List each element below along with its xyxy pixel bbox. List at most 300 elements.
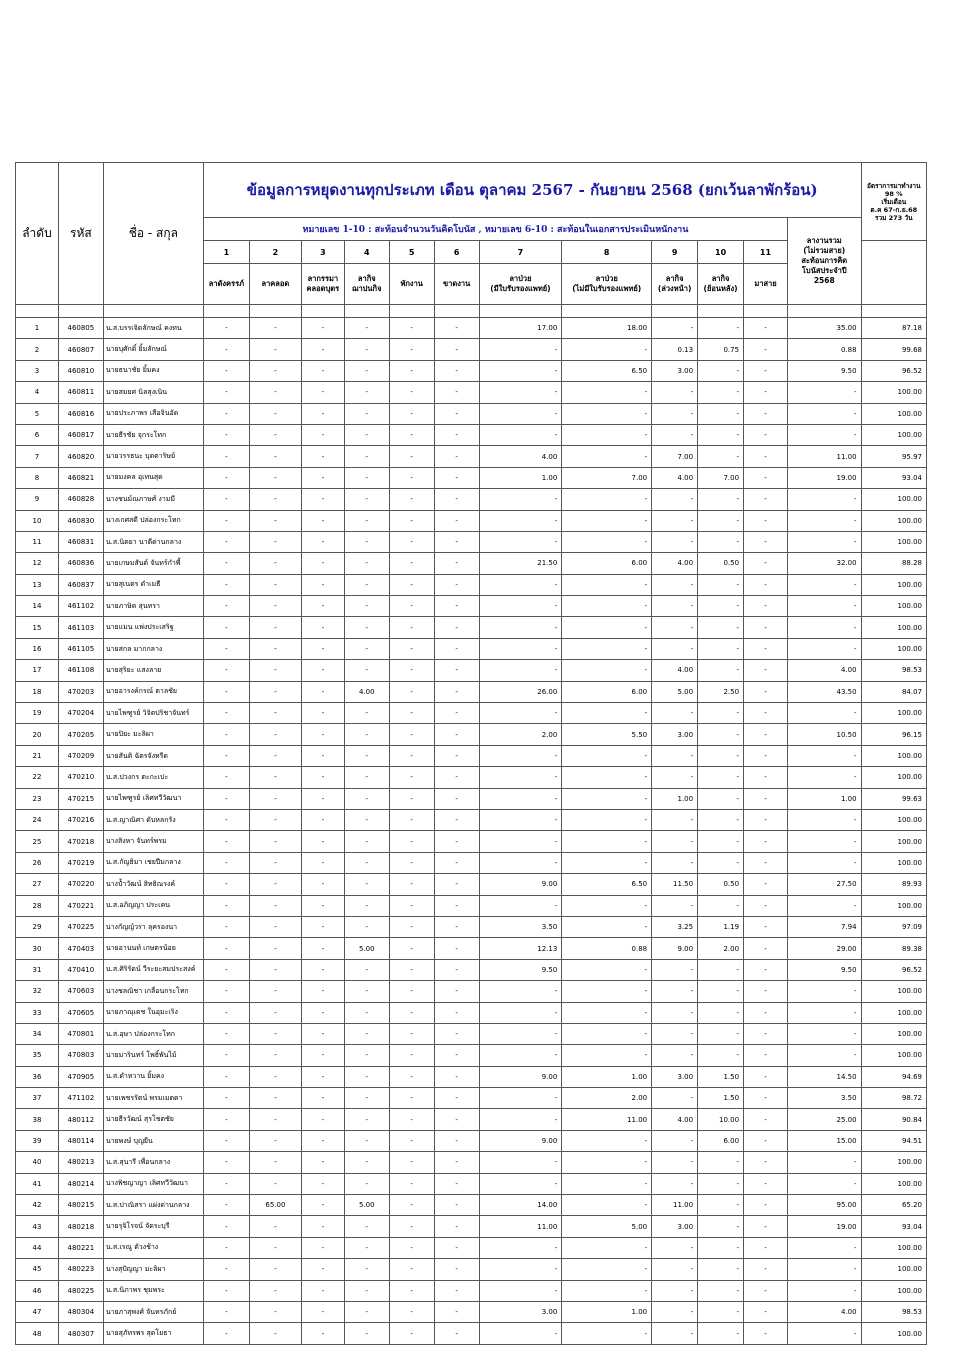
row-col-4: - <box>344 1066 389 1087</box>
table-row <box>16 403 927 424</box>
row-col-2: 65.00 <box>249 1195 301 1216</box>
row-col-2: - <box>249 531 301 552</box>
row-col-8: - <box>562 809 652 830</box>
row-col-3: - <box>301 596 344 617</box>
row-col-9: 4.00 <box>652 553 698 574</box>
row-col-2: - <box>249 318 301 339</box>
row-col-1: - <box>203 831 249 852</box>
row-col-1: - <box>203 660 249 681</box>
row-col-8: - <box>562 531 652 552</box>
row-col-8: - <box>562 617 652 638</box>
row-total: - <box>787 767 861 788</box>
row-col-2: - <box>249 1301 301 1322</box>
row-code: 470225 <box>58 916 103 937</box>
row-col-9: - <box>652 745 698 766</box>
row-pct: 98.53 <box>861 1301 926 1322</box>
row-col-9: - <box>652 318 698 339</box>
table-row <box>16 1323 927 1344</box>
row-no: 22 <box>16 767 59 788</box>
row-total: 4.00 <box>787 660 861 681</box>
row-col-6: - <box>434 724 479 745</box>
row-code: 480225 <box>58 1280 103 1301</box>
row-col-5: - <box>389 1237 434 1258</box>
row-code: 460817 <box>58 424 103 445</box>
row-col-1: - <box>203 874 249 895</box>
header-code: รหัส <box>58 163 103 305</box>
row-col-4: - <box>344 895 389 916</box>
row-no: 2 <box>16 339 59 360</box>
row-col-8: - <box>562 1002 652 1023</box>
row-no: 18 <box>16 681 59 702</box>
row-name: น.ส.ปวงกร ตะกะเปะ <box>103 767 203 788</box>
row-name: น.ส.นิภาพร ชุมพระ <box>103 1280 203 1301</box>
spacer-cell <box>389 305 434 318</box>
row-col-3: - <box>301 424 344 445</box>
table-row <box>16 1301 927 1322</box>
row-col-10: - <box>698 959 744 980</box>
row-pct: 100.00 <box>861 767 926 788</box>
row-name: นายธีรชัย จุกระโทก <box>103 424 203 445</box>
row-col-11: - <box>744 1109 788 1130</box>
row-total: - <box>787 895 861 916</box>
row-name: น.ส.เรณู ตัวงช้าง <box>103 1237 203 1258</box>
row-col-1: - <box>203 1045 249 1066</box>
row-col-10: - <box>698 360 744 381</box>
table-row <box>16 916 927 937</box>
row-col-6: - <box>434 660 479 681</box>
table-row <box>16 938 927 959</box>
table-row <box>16 874 927 895</box>
row-col-11: - <box>744 467 788 488</box>
row-name: น.ส.ศิริรัตน์ วีระยะสมประสงค์ <box>103 959 203 980</box>
row-total: - <box>787 382 861 403</box>
row-col-11: - <box>744 809 788 830</box>
row-col-2: - <box>249 467 301 488</box>
row-col-7: - <box>479 638 562 659</box>
row-col-5: - <box>389 403 434 424</box>
row-col-4: - <box>344 809 389 830</box>
row-col-9: - <box>652 767 698 788</box>
row-col-7: 9.00 <box>479 874 562 895</box>
col-number-6: 6 <box>434 241 479 264</box>
row-code: 470204 <box>58 703 103 724</box>
row-col-1: - <box>203 1323 249 1344</box>
row-col-7: - <box>479 895 562 916</box>
row-col-4: - <box>344 403 389 424</box>
header-spacer-row <box>16 305 927 318</box>
row-no: 39 <box>16 1130 59 1151</box>
row-no: 4 <box>16 382 59 403</box>
row-col-4: - <box>344 1323 389 1344</box>
row-name: นายอารงค์กรณ์ ตาลชัย <box>103 681 203 702</box>
row-col-1: - <box>203 510 249 531</box>
row-col-9: 7.00 <box>652 446 698 467</box>
row-col-5: - <box>389 531 434 552</box>
row-col-3: - <box>301 1002 344 1023</box>
row-col-3: - <box>301 1216 344 1237</box>
row-col-3: - <box>301 467 344 488</box>
row-col-6: - <box>434 895 479 916</box>
row-pct: 100.00 <box>861 638 926 659</box>
row-col-1: - <box>203 382 249 403</box>
row-col-4: - <box>344 1088 389 1109</box>
row-col-11: - <box>744 446 788 467</box>
row-col-3: - <box>301 446 344 467</box>
row-pct: 96.52 <box>861 360 926 381</box>
row-col-7: - <box>479 660 562 681</box>
row-col-1: - <box>203 788 249 809</box>
row-col-6: - <box>434 489 479 510</box>
row-col-6: - <box>434 382 479 403</box>
row-total: 1.00 <box>787 788 861 809</box>
row-col-2: - <box>249 788 301 809</box>
row-col-9: - <box>652 1280 698 1301</box>
row-col-8: - <box>562 574 652 595</box>
row-col-3: - <box>301 1066 344 1087</box>
col-label-line: ลากิจ <box>711 274 730 283</box>
row-total: 9.50 <box>787 959 861 980</box>
row-total: 19.00 <box>787 467 861 488</box>
row-col-5: - <box>389 382 434 403</box>
row-col-5: - <box>389 1195 434 1216</box>
row-col-6: - <box>434 424 479 445</box>
row-col-9: - <box>652 617 698 638</box>
row-col-9: - <box>652 596 698 617</box>
header-pct-blank <box>861 241 926 305</box>
row-col-11: - <box>744 424 788 445</box>
row-col-7: 12.13 <box>479 938 562 959</box>
table-row <box>16 809 927 830</box>
row-col-1: - <box>203 318 249 339</box>
table-row <box>16 981 927 1002</box>
row-col-5: - <box>389 1023 434 1044</box>
row-col-4: - <box>344 1130 389 1151</box>
row-total: 3.50 <box>787 1088 861 1109</box>
col-label-line: ฌาปนกิจ <box>352 284 382 293</box>
table-row <box>16 467 927 488</box>
table-row <box>16 745 927 766</box>
row-col-4: - <box>344 916 389 937</box>
table-row <box>16 1023 927 1044</box>
row-col-4: - <box>344 1173 389 1194</box>
row-col-2: - <box>249 703 301 724</box>
row-col-3: - <box>301 339 344 360</box>
row-col-6: - <box>434 403 479 424</box>
row-col-1: - <box>203 617 249 638</box>
row-total: - <box>787 596 861 617</box>
col-label-3 <box>301 264 344 305</box>
row-no: 45 <box>16 1259 59 1280</box>
row-pct: 100.00 <box>861 852 926 873</box>
row-col-11: - <box>744 318 788 339</box>
row-col-7: - <box>479 831 562 852</box>
row-col-9: 3.00 <box>652 360 698 381</box>
row-col-1: - <box>203 724 249 745</box>
spacer-cell <box>787 305 861 318</box>
row-col-11: - <box>744 638 788 659</box>
row-col-8: - <box>562 1323 652 1344</box>
row-col-2: - <box>249 660 301 681</box>
row-code: 480215 <box>58 1195 103 1216</box>
row-pct: 93.04 <box>861 1216 926 1237</box>
row-col-6: - <box>434 767 479 788</box>
row-col-2: - <box>249 1323 301 1344</box>
row-col-2: - <box>249 489 301 510</box>
row-col-4: - <box>344 382 389 403</box>
col-number-8: 8 <box>562 241 652 264</box>
row-name: นางชลณิชา เกลื่อนกระโทก <box>103 981 203 1002</box>
row-col-6: - <box>434 1002 479 1023</box>
row-col-3: - <box>301 916 344 937</box>
row-total: - <box>787 489 861 510</box>
row-total: 27.50 <box>787 874 861 895</box>
col-number-11: 11 <box>744 241 788 264</box>
row-col-3: - <box>301 1152 344 1173</box>
row-pct: 96.52 <box>861 959 926 980</box>
col-label-line: ลาป่วย <box>595 274 618 283</box>
row-col-8: - <box>562 660 652 681</box>
row-pct: 97.09 <box>861 916 926 937</box>
row-col-10: - <box>698 574 744 595</box>
row-col-5: - <box>389 831 434 852</box>
row-col-4: - <box>344 831 389 852</box>
row-col-1: - <box>203 446 249 467</box>
row-col-6: - <box>434 1301 479 1322</box>
row-total: - <box>787 1045 861 1066</box>
row-col-5: - <box>389 638 434 659</box>
row-col-9: 1.00 <box>652 788 698 809</box>
row-code: 470210 <box>58 767 103 788</box>
row-pct: 100.00 <box>861 1002 926 1023</box>
row-no: 21 <box>16 745 59 766</box>
row-name: นายไพฑูรย์ เลิศทวีวัฒนา <box>103 788 203 809</box>
row-col-10: - <box>698 703 744 724</box>
row-col-8: - <box>562 1259 652 1280</box>
row-col-6: - <box>434 339 479 360</box>
table-row <box>16 852 927 873</box>
row-total: - <box>787 531 861 552</box>
row-col-3: - <box>301 638 344 659</box>
row-col-10: 2.50 <box>698 681 744 702</box>
row-col-4: - <box>344 1109 389 1130</box>
table-row <box>16 1109 927 1130</box>
row-total: - <box>787 638 861 659</box>
row-code: 460810 <box>58 360 103 381</box>
row-col-9: - <box>652 895 698 916</box>
row-code: 460831 <box>58 531 103 552</box>
row-name: นายวรรธนะ บุตตาริษย์ <box>103 446 203 467</box>
row-col-9: 3.00 <box>652 1216 698 1237</box>
row-no: 31 <box>16 959 59 980</box>
row-name: น.ส.บรรเจิดลักษณ์ คงทน <box>103 318 203 339</box>
row-col-3: - <box>301 574 344 595</box>
table-row <box>16 1259 927 1280</box>
total-line: 2568 <box>813 276 835 285</box>
row-col-9: - <box>652 489 698 510</box>
row-col-3: - <box>301 489 344 510</box>
row-col-7: - <box>479 1280 562 1301</box>
row-total: 29.00 <box>787 938 861 959</box>
row-total: 43.50 <box>787 681 861 702</box>
row-col-8: 7.00 <box>562 467 652 488</box>
row-name: นายธนาชัย ยิ้มคง <box>103 360 203 381</box>
row-col-8: - <box>562 638 652 659</box>
row-col-11: - <box>744 339 788 360</box>
row-col-2: - <box>249 553 301 574</box>
spacer-cell <box>249 305 301 318</box>
row-col-1: - <box>203 1216 249 1237</box>
row-col-10: - <box>698 531 744 552</box>
row-col-2: - <box>249 360 301 381</box>
row-col-1: - <box>203 1130 249 1151</box>
spacer-cell <box>301 305 344 318</box>
table-body <box>16 318 927 1345</box>
row-col-7: - <box>479 745 562 766</box>
row-col-9: - <box>652 424 698 445</box>
row-col-7: - <box>479 1088 562 1109</box>
spacer-cell <box>562 305 652 318</box>
row-no: 11 <box>16 531 59 552</box>
row-pct: 100.00 <box>861 403 926 424</box>
row-col-8: 5.50 <box>562 724 652 745</box>
row-col-10: - <box>698 1002 744 1023</box>
row-col-10: - <box>698 981 744 1002</box>
row-col-3: - <box>301 724 344 745</box>
col-label-line: ขาดงาน <box>443 279 471 288</box>
row-col-8: 6.50 <box>562 360 652 381</box>
row-col-1: - <box>203 1152 249 1173</box>
row-no: 34 <box>16 1023 59 1044</box>
row-total: - <box>787 1173 861 1194</box>
row-col-8: - <box>562 916 652 937</box>
row-col-2: - <box>249 446 301 467</box>
row-col-10: 0.75 <box>698 339 744 360</box>
row-col-3: - <box>301 831 344 852</box>
row-col-5: - <box>389 788 434 809</box>
row-pct: 100.00 <box>861 531 926 552</box>
row-col-10: - <box>698 724 744 745</box>
row-name: นายแมน แพ่งประเสริฐ <box>103 617 203 638</box>
row-col-6: - <box>434 681 479 702</box>
row-col-7: 11.00 <box>479 1216 562 1237</box>
row-col-9: 5.00 <box>652 681 698 702</box>
row-col-7: - <box>479 1045 562 1066</box>
row-col-5: - <box>389 1130 434 1151</box>
row-col-11: - <box>744 1088 788 1109</box>
row-pct: 100.00 <box>861 1237 926 1258</box>
table-row <box>16 1066 927 1087</box>
row-col-2: - <box>249 916 301 937</box>
col-label-1 <box>203 264 249 305</box>
row-no: 12 <box>16 553 59 574</box>
row-col-6: - <box>434 809 479 830</box>
row-name: นายรุจิโรจน์ จัดระบุรี <box>103 1216 203 1237</box>
row-no: 38 <box>16 1109 59 1130</box>
row-col-1: - <box>203 403 249 424</box>
row-code: 470905 <box>58 1066 103 1087</box>
row-code: 480221 <box>58 1237 103 1258</box>
row-pct: 100.00 <box>861 489 926 510</box>
row-col-2: - <box>249 724 301 745</box>
row-name: นางชนม์ณภาษศ์ งามมี <box>103 489 203 510</box>
row-col-3: - <box>301 703 344 724</box>
col-label-2 <box>249 264 301 305</box>
row-col-2: - <box>249 831 301 852</box>
row-total: - <box>787 1280 861 1301</box>
row-col-1: - <box>203 360 249 381</box>
row-col-11: - <box>744 1130 788 1151</box>
row-pct: 100.00 <box>861 424 926 445</box>
table-row <box>16 638 927 659</box>
row-col-2: - <box>249 874 301 895</box>
row-col-10: - <box>698 617 744 638</box>
col-number-4: 4 <box>344 241 389 264</box>
col-label-line: มาสาย <box>754 279 777 288</box>
row-col-10: - <box>698 1023 744 1044</box>
row-col-6: - <box>434 617 479 638</box>
row-no: 23 <box>16 788 59 809</box>
row-col-9: 3.00 <box>652 724 698 745</box>
row-col-4: - <box>344 788 389 809</box>
row-col-4: - <box>344 745 389 766</box>
row-col-3: - <box>301 981 344 1002</box>
row-no: 40 <box>16 1152 59 1173</box>
row-col-6: - <box>434 1280 479 1301</box>
spacer-cell <box>344 305 389 318</box>
row-col-2: - <box>249 959 301 980</box>
row-total: 10.50 <box>787 724 861 745</box>
row-code: 480114 <box>58 1130 103 1151</box>
row-total: - <box>787 831 861 852</box>
row-col-9: 4.00 <box>652 1109 698 1130</box>
spacer-cell <box>479 305 562 318</box>
row-col-8: - <box>562 1237 652 1258</box>
row-code: 460830 <box>58 510 103 531</box>
row-col-6: - <box>434 938 479 959</box>
row-col-10: 2.00 <box>698 938 744 959</box>
row-col-8: - <box>562 852 652 873</box>
row-col-7: - <box>479 1109 562 1130</box>
row-code: 470218 <box>58 831 103 852</box>
row-col-3: - <box>301 1023 344 1044</box>
row-code: 460807 <box>58 339 103 360</box>
row-col-5: - <box>389 318 434 339</box>
table-row <box>16 1088 927 1109</box>
spacer-cell <box>861 305 926 318</box>
row-code: 470203 <box>58 681 103 702</box>
row-col-10: - <box>698 403 744 424</box>
col-label-6 <box>434 264 479 305</box>
row-col-1: - <box>203 1066 249 1087</box>
row-total: 11.00 <box>787 446 861 467</box>
row-col-6: - <box>434 1173 479 1194</box>
row-name: น.ส.ดำหวาน ยิ้มคง <box>103 1066 203 1087</box>
col-label-4 <box>344 264 389 305</box>
row-col-10: - <box>698 1301 744 1322</box>
row-total: - <box>787 1002 861 1023</box>
row-col-7: - <box>479 1237 562 1258</box>
row-no: 42 <box>16 1195 59 1216</box>
row-col-7: - <box>479 1173 562 1194</box>
row-col-4: - <box>344 660 389 681</box>
row-name: นางพิชญาญา เลิศทวีวัฒนา <box>103 1173 203 1194</box>
row-col-5: - <box>389 1216 434 1237</box>
row-col-9: 11.00 <box>652 1195 698 1216</box>
row-col-5: - <box>389 1301 434 1322</box>
row-no: 16 <box>16 638 59 659</box>
row-col-11: - <box>744 1195 788 1216</box>
row-col-11: - <box>744 981 788 1002</box>
